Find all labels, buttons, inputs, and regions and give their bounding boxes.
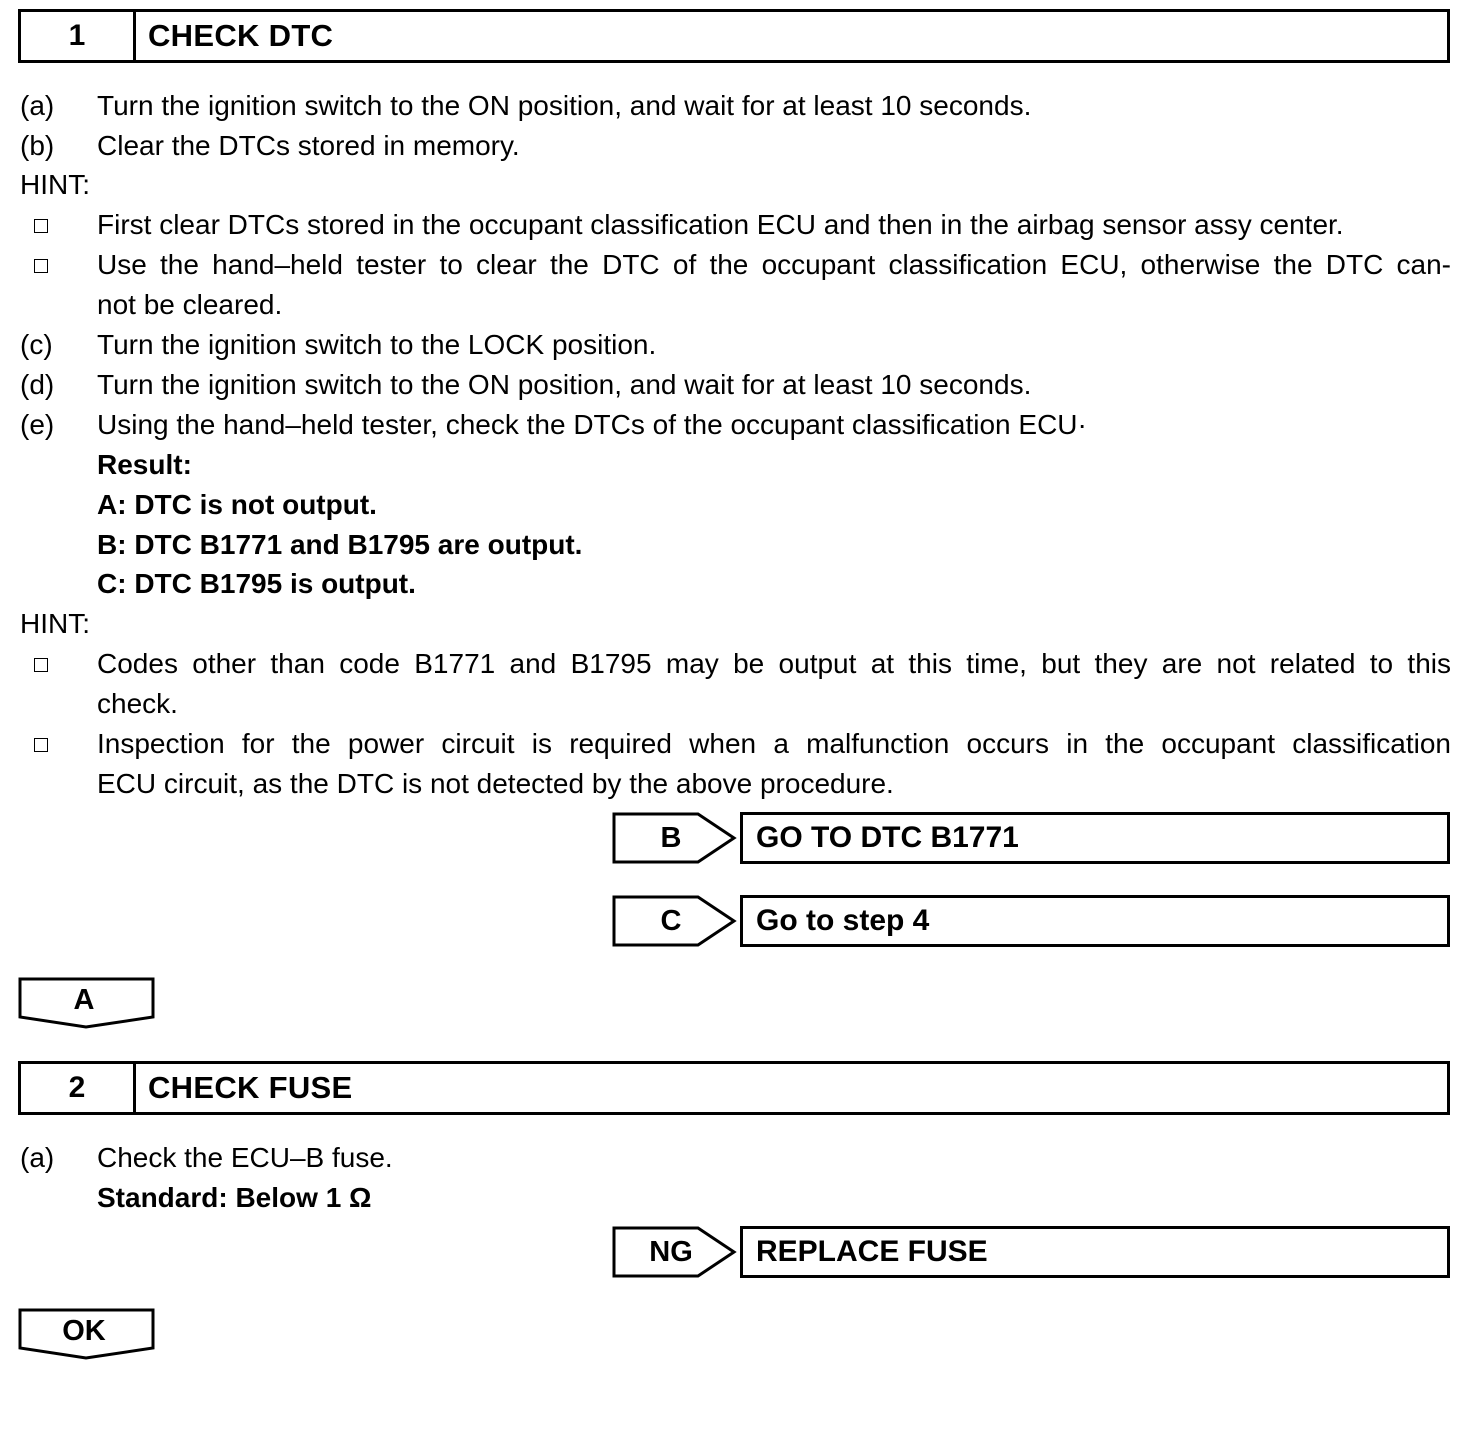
continue-ok-tag[interactable]: OK <box>18 1308 156 1360</box>
step-2-header <box>18 1061 1450 1115</box>
branch-tag: NG <box>612 1226 738 1278</box>
step-title: CHECK DTC <box>148 18 334 53</box>
step-title: CHECK FUSE <box>148 1070 353 1105</box>
continue-a-tag[interactable]: A <box>18 977 156 1029</box>
instruction-text: Check the ECU–B fuse. <box>97 1142 393 1173</box>
instruction-label: (a) <box>20 1142 55 1173</box>
instruction-label: (d) <box>20 369 55 400</box>
bullet-icon <box>34 658 48 672</box>
bullet-icon <box>34 259 48 273</box>
branch-tag: B <box>612 812 738 864</box>
branch-c[interactable] <box>612 895 1452 947</box>
branch-ng[interactable] <box>612 1226 1452 1278</box>
bullet-icon <box>34 738 48 752</box>
instruction-text: Turn the ignition switch to the ON position, and wait for at least 10 seconds. <box>97 90 1032 121</box>
branch-action: GO TO DTC B1771 <box>740 812 1450 864</box>
instruction-label: (e) <box>20 409 55 440</box>
instruction-text: Clear the DTCs stored in memory. <box>97 130 520 161</box>
branch-action: Go to step 4 <box>740 895 1450 947</box>
step-1-header <box>18 9 1450 63</box>
instruction-text: Using the hand–held tester, check the DTCs of the occupant classification ECU· <box>97 409 1087 440</box>
instruction-text: Turn the ignition switch to the ON position, and wait for at least 10 seconds. <box>97 369 1032 400</box>
instruction-label: (a) <box>20 90 55 121</box>
instruction-label: (c) <box>20 329 53 360</box>
branch-tag: C <box>612 895 738 947</box>
branch-b[interactable] <box>612 812 1452 864</box>
branch-action: REPLACE FUSE <box>740 1226 1450 1278</box>
instruction-label: (b) <box>20 130 55 161</box>
instruction-text: Turn the ignition switch to the LOCK position. <box>97 329 657 360</box>
bullet-icon <box>34 219 48 233</box>
step-number: 1 <box>21 12 136 60</box>
step-number: 2 <box>21 1064 136 1112</box>
